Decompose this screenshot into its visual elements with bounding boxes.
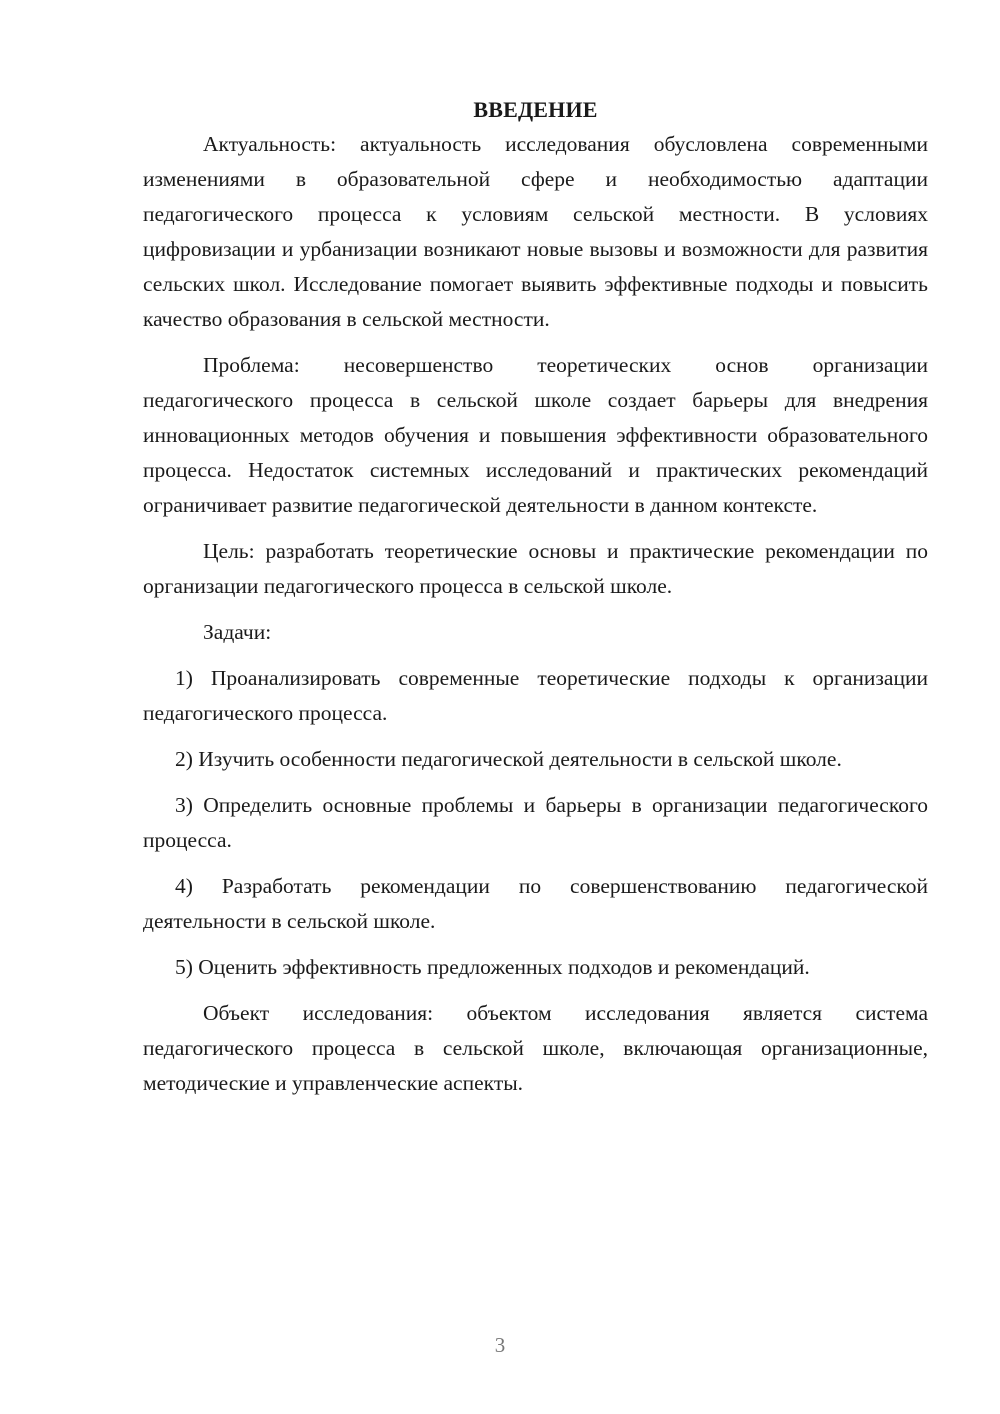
task-item-1: 1) Проанализировать современные теоретические подходы к организации педагогического процесса. [143, 666, 928, 725]
goal-paragraph: Цель: разработать теоретические основы и практические рекомендации по организации педагогического процесса в сельской школе. [143, 539, 928, 598]
page-number: 3 [494, 1333, 506, 1357]
task-item-4: 4) Разработать рекомендации по совершенствованию педагогической деятельности в сельской школе. [143, 874, 928, 933]
task-item-5: 5) Оценить эффективность предложенных подходов и рекомендаций. [175, 955, 810, 979]
document-page [143, 92, 928, 1112]
task-item-3: 3) Определить основные проблемы и барьеры в организации педагогического процесса. [143, 793, 928, 852]
problem-paragraph: Проблема: несовершенство теоретических основ организации педагогического процесса в сельской школе создает барьеры для внедрения инновационных методов обучения и повышения эффективности образовательного процесса. Недостаток системных исследований и практических рекомендаций ограничивает развитие педагогической деятельности в данном контексте. [143, 353, 928, 517]
relevance-paragraph: Актуальность: актуальность исследования обусловлена современными изменениями в образовательной сфере и необходимостью адаптации педагогического процесса к условиям сельской местности. В условиях цифровизации и урбанизации возникают новые вызовы и возможности для развития сельских школ. Исследование помогает выявить эффективные подходы и повысить качество образования в сельской местности. [143, 132, 928, 331]
section-heading: ВВЕДЕНИЕ [473, 97, 598, 122]
object-paragraph: Объект исследования: объектом исследования является система педагогического процесса в сельской школе, включающая организационные, методические и управленческие аспекты. [143, 1001, 928, 1095]
task-item-2: 2) Изучить особенности педагогической деятельности в сельской школе. [175, 747, 842, 771]
tasks-label: Задачи: [203, 620, 272, 644]
